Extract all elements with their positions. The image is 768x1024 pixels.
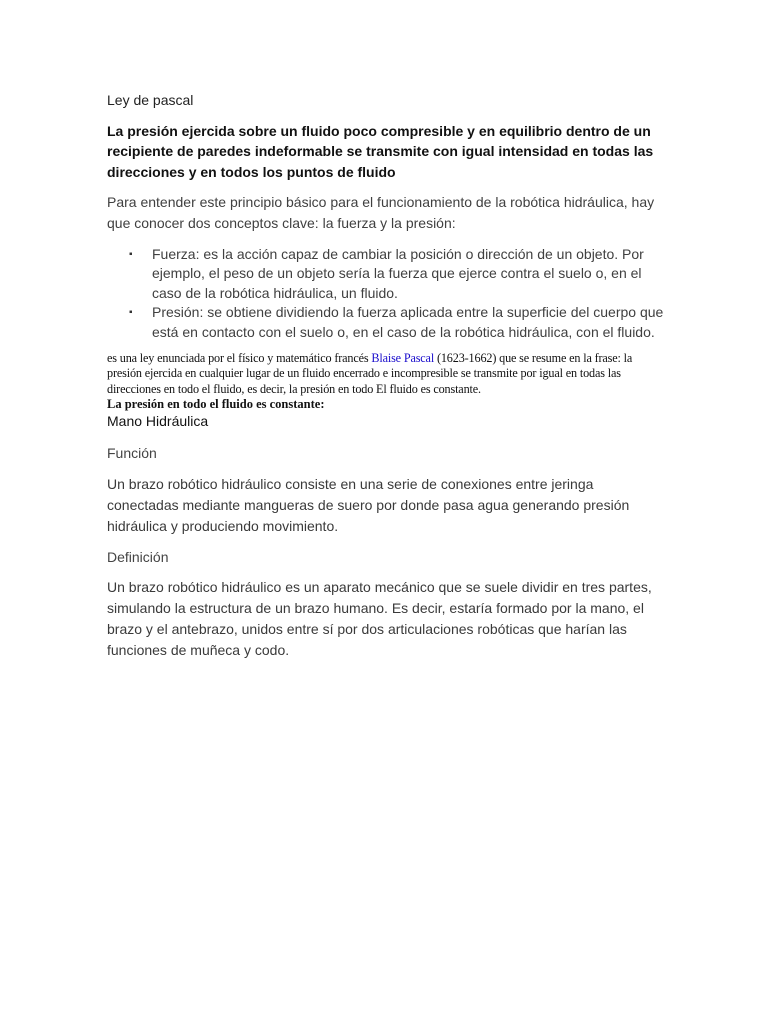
funcion-heading: Función <box>107 444 157 461</box>
pasted-text-end: (1623-1662) que se resume en la frase: la presión ejercida en cualquier lugar de un fluido encerrado e incompresible se transmite por igual en todas las direcciones en todo el fluido, es decir, la presión en todo El fluido es constante. <box>107 351 633 396</box>
document-body <box>107 90 667 671</box>
list-item-text: Fuerza: es la acción capaz de cambiar la posición o dirección de un objeto. Por ejemplo, el peso de un objeto sería la fuerza que ejerce contra el suelo o, en el caso de la robótica hidráulica, un fluido. <box>152 245 644 301</box>
concepts-list <box>107 245 667 343</box>
pasted-bold-line: La presión en todo el fluido es constante: <box>107 396 325 411</box>
blaise-pascal-link[interactable]: Blaise Pascal <box>371 351 435 366</box>
document-title: Ley de pascal <box>107 92 194 108</box>
funcion-paragraph: Un brazo robótico hidráulico consiste en una serie de conexiones entre jeringa conectadas mediante mangueras de suero por donde pasa agua generando presión hidráulica y produciendo movimiento. <box>107 475 630 534</box>
pasted-paragraph <box>107 351 667 397</box>
bullet-icon: ▪ <box>129 307 133 319</box>
definicion-heading: Definición <box>107 548 169 565</box>
list-item <box>107 245 667 304</box>
bullet-icon: ▪ <box>129 248 133 260</box>
list-item <box>107 303 667 342</box>
mano-heading: Mano Hidráulica <box>107 412 209 429</box>
definicion-paragraph: Un brazo robótico hidráulico es un aparato mecánico que se suele dividir en tres partes, simulando la estructura de un brazo humano. Es decir, estaría formado por la mano, el brazo y el antebrazo, unidos entre sí por dos articulaciones robóticas que harían las funciones de muñeca y codo. <box>107 579 652 659</box>
pasted-text-start: es una ley enunciada por el físico y matemático francés <box>107 351 372 366</box>
intro-paragraph: Para entender este principio básico para el funcionamiento de la robótica hidráulica, hay que conocer dos conceptos clave: la fuerza y la presión: <box>107 194 655 231</box>
bold-statement: La presión ejercida sobre un fluido poco compresible y en equilibrio dentro de un recipiente de paredes indeformable se transmite con igual intensidad en todas las direcciones y en todos los puntos de fluido <box>107 122 654 180</box>
list-item-text: Presión: se obtiene dividiendo la fuerza aplicada entre la superficie del cuerpo que está en contacto con el suelo o, en el caso de la robótica hidráulica, con el fluido. <box>152 304 664 340</box>
